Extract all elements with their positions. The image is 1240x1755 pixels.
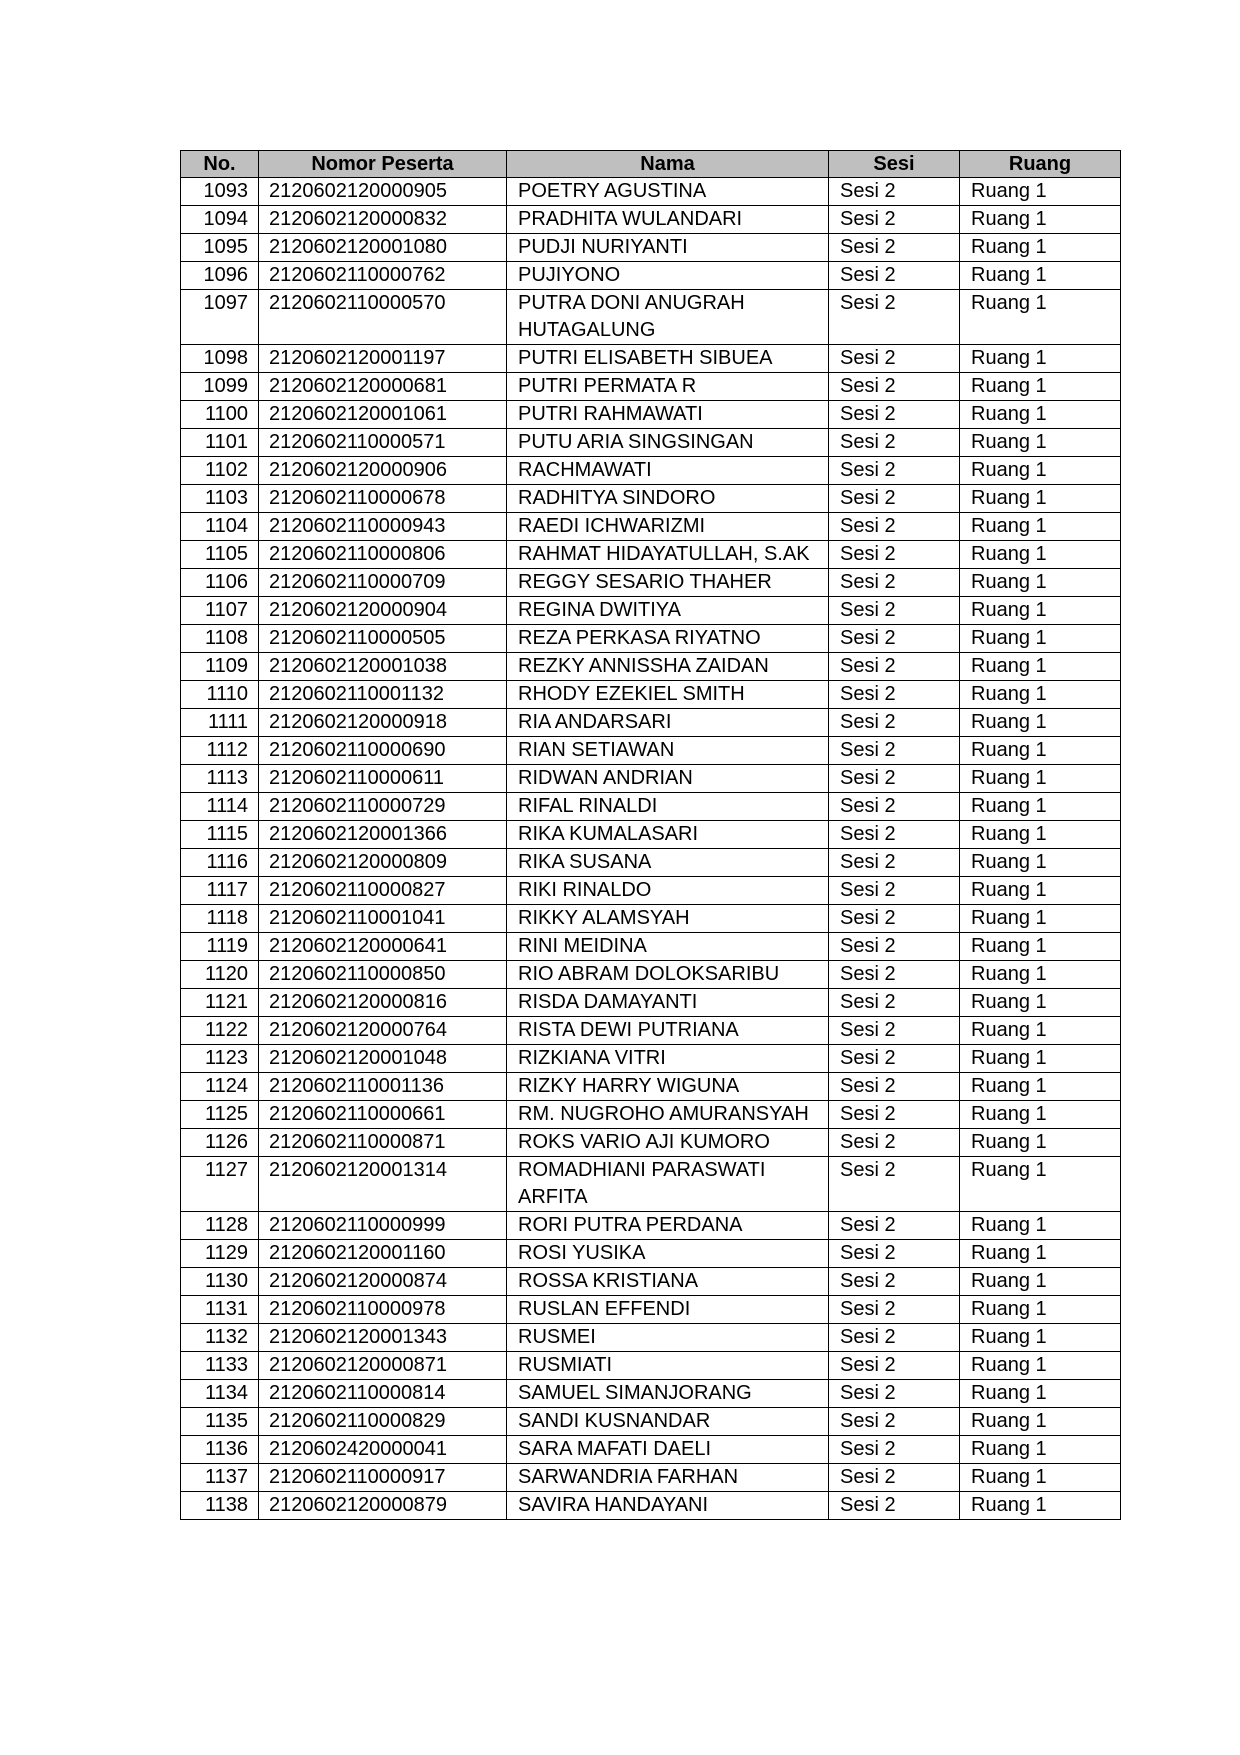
cell-no: 1098 xyxy=(181,345,259,373)
cell-nama: RIAN SETIAWAN xyxy=(507,737,829,765)
cell-nama: ROSI YUSIKA xyxy=(507,1240,829,1268)
cell-sesi: Sesi 2 xyxy=(829,1101,960,1129)
cell-no: 1108 xyxy=(181,625,259,653)
cell-nama: RUSMIATI xyxy=(507,1352,829,1380)
table-row xyxy=(181,681,1121,709)
cell-ruang: Ruang 1 xyxy=(960,905,1121,933)
table-row xyxy=(181,234,1121,262)
cell-sesi: Sesi 2 xyxy=(829,541,960,569)
cell-no: 1138 xyxy=(181,1492,259,1520)
cell-no: 1117 xyxy=(181,877,259,905)
cell-ruang: Ruang 1 xyxy=(960,345,1121,373)
cell-ruang: Ruang 1 xyxy=(960,1017,1121,1045)
cell-sesi: Sesi 2 xyxy=(829,1045,960,1073)
table-row xyxy=(181,597,1121,625)
cell-nomor-peserta: 2120602120001080 xyxy=(259,234,507,262)
table-row xyxy=(181,961,1121,989)
cell-no: 1130 xyxy=(181,1268,259,1296)
cell-nama: RAEDI ICHWARIZMI xyxy=(507,513,829,541)
cell-nama: PUTRI PERMATA R xyxy=(507,373,829,401)
cell-nomor-peserta: 2120602120000874 xyxy=(259,1268,507,1296)
cell-ruang: Ruang 1 xyxy=(960,737,1121,765)
cell-nama: PUDJI NURIYANTI xyxy=(507,234,829,262)
cell-no: 1101 xyxy=(181,429,259,457)
cell-sesi: Sesi 2 xyxy=(829,1436,960,1464)
cell-no: 1120 xyxy=(181,961,259,989)
cell-sesi: Sesi 2 xyxy=(829,569,960,597)
cell-nama: REZA PERKASA RIYATNO xyxy=(507,625,829,653)
cell-ruang: Ruang 1 xyxy=(960,178,1121,206)
cell-sesi: Sesi 2 xyxy=(829,793,960,821)
cell-sesi: Sesi 2 xyxy=(829,1296,960,1324)
cell-nama: RIKA SUSANA xyxy=(507,849,829,877)
table-row xyxy=(181,485,1121,513)
table-row xyxy=(181,1045,1121,1073)
cell-ruang: Ruang 1 xyxy=(960,849,1121,877)
table-row xyxy=(181,709,1121,737)
cell-ruang: Ruang 1 xyxy=(960,989,1121,1017)
cell-nama: PRADHITA WULANDARI xyxy=(507,206,829,234)
cell-ruang: Ruang 1 xyxy=(960,373,1121,401)
cell-sesi: Sesi 2 xyxy=(829,1380,960,1408)
cell-nomor-peserta: 2120602110000829 xyxy=(259,1408,507,1436)
cell-nomor-peserta: 2120602110000850 xyxy=(259,961,507,989)
table-row xyxy=(181,653,1121,681)
cell-nomor-peserta: 2120602120000832 xyxy=(259,206,507,234)
cell-sesi: Sesi 2 xyxy=(829,345,960,373)
table-row xyxy=(181,373,1121,401)
cell-no: 1099 xyxy=(181,373,259,401)
header-sesi: Sesi xyxy=(829,151,960,178)
cell-nomor-peserta: 2120602120000764 xyxy=(259,1017,507,1045)
cell-sesi: Sesi 2 xyxy=(829,178,960,206)
cell-sesi: Sesi 2 xyxy=(829,485,960,513)
cell-sesi: Sesi 2 xyxy=(829,1324,960,1352)
cell-no: 1095 xyxy=(181,234,259,262)
cell-no: 1129 xyxy=(181,1240,259,1268)
table-row xyxy=(181,905,1121,933)
table-row xyxy=(181,513,1121,541)
cell-nomor-peserta: 2120602110000871 xyxy=(259,1129,507,1157)
table-row xyxy=(181,1464,1121,1492)
cell-no: 1126 xyxy=(181,1129,259,1157)
participant-table xyxy=(180,150,1121,1520)
cell-nama: PUTRA DONI ANUGRAH HUTAGALUNG xyxy=(507,290,829,345)
cell-nama: RIZKIANA VITRI xyxy=(507,1045,829,1073)
cell-sesi: Sesi 2 xyxy=(829,765,960,793)
cell-sesi: Sesi 2 xyxy=(829,877,960,905)
table-row xyxy=(181,737,1121,765)
cell-sesi: Sesi 2 xyxy=(829,905,960,933)
cell-no: 1104 xyxy=(181,513,259,541)
table-row xyxy=(181,1157,1121,1212)
table-row xyxy=(181,877,1121,905)
cell-sesi: Sesi 2 xyxy=(829,597,960,625)
cell-no: 1105 xyxy=(181,541,259,569)
cell-ruang: Ruang 1 xyxy=(960,1380,1121,1408)
table-row xyxy=(181,1017,1121,1045)
cell-ruang: Ruang 1 xyxy=(960,765,1121,793)
cell-no: 1135 xyxy=(181,1408,259,1436)
cell-no: 1132 xyxy=(181,1324,259,1352)
cell-sesi: Sesi 2 xyxy=(829,1240,960,1268)
cell-nama: RM. NUGROHO AMURANSYAH xyxy=(507,1101,829,1129)
cell-nama: SANDI KUSNANDAR xyxy=(507,1408,829,1436)
cell-ruang: Ruang 1 xyxy=(960,1296,1121,1324)
cell-no: 1127 xyxy=(181,1157,259,1212)
cell-no: 1102 xyxy=(181,457,259,485)
table-header xyxy=(181,151,1121,178)
cell-nomor-peserta: 2120602110000571 xyxy=(259,429,507,457)
cell-sesi: Sesi 2 xyxy=(829,681,960,709)
cell-sesi: Sesi 2 xyxy=(829,401,960,429)
cell-nomor-peserta: 2120602120000918 xyxy=(259,709,507,737)
cell-ruang: Ruang 1 xyxy=(960,262,1121,290)
cell-no: 1118 xyxy=(181,905,259,933)
table-row xyxy=(181,401,1121,429)
table-row xyxy=(181,821,1121,849)
cell-nama: SAMUEL SIMANJORANG xyxy=(507,1380,829,1408)
cell-nomor-peserta: 2120602120001343 xyxy=(259,1324,507,1352)
cell-nomor-peserta: 2120602120000871 xyxy=(259,1352,507,1380)
cell-ruang: Ruang 1 xyxy=(960,1492,1121,1520)
cell-ruang: Ruang 1 xyxy=(960,877,1121,905)
cell-ruang: Ruang 1 xyxy=(960,1268,1121,1296)
cell-no: 1106 xyxy=(181,569,259,597)
table-row xyxy=(181,1296,1121,1324)
table-row xyxy=(181,1380,1121,1408)
cell-nomor-peserta: 2120602420000041 xyxy=(259,1436,507,1464)
cell-sesi: Sesi 2 xyxy=(829,625,960,653)
cell-sesi: Sesi 2 xyxy=(829,1212,960,1240)
cell-sesi: Sesi 2 xyxy=(829,737,960,765)
cell-nomor-peserta: 2120602110001136 xyxy=(259,1073,507,1101)
cell-sesi: Sesi 2 xyxy=(829,709,960,737)
table-row xyxy=(181,262,1121,290)
cell-nomor-peserta: 2120602110001132 xyxy=(259,681,507,709)
header-ruang: Ruang xyxy=(960,151,1121,178)
cell-no: 1116 xyxy=(181,849,259,877)
cell-nama: RINI MEIDINA xyxy=(507,933,829,961)
table-row xyxy=(181,989,1121,1017)
cell-no: 1113 xyxy=(181,765,259,793)
cell-ruang: Ruang 1 xyxy=(960,206,1121,234)
header-nomor-peserta: Nomor Peserta xyxy=(259,151,507,178)
cell-sesi: Sesi 2 xyxy=(829,1073,960,1101)
cell-nama: ROMADHIANI PARASWATI ARFITA xyxy=(507,1157,829,1212)
cell-nama: PUTRI RAHMAWATI xyxy=(507,401,829,429)
cell-nomor-peserta: 2120602120000809 xyxy=(259,849,507,877)
cell-nomor-peserta: 2120602110000943 xyxy=(259,513,507,541)
cell-no: 1122 xyxy=(181,1017,259,1045)
cell-ruang: Ruang 1 xyxy=(960,1436,1121,1464)
cell-nama: REGINA DWITIYA xyxy=(507,597,829,625)
cell-sesi: Sesi 2 xyxy=(829,1129,960,1157)
cell-no: 1096 xyxy=(181,262,259,290)
cell-ruang: Ruang 1 xyxy=(960,1324,1121,1352)
cell-no: 1115 xyxy=(181,821,259,849)
cell-sesi: Sesi 2 xyxy=(829,1352,960,1380)
cell-nomor-peserta: 2120602110000505 xyxy=(259,625,507,653)
cell-ruang: Ruang 1 xyxy=(960,821,1121,849)
cell-no: 1119 xyxy=(181,933,259,961)
cell-nomor-peserta: 2120602110000709 xyxy=(259,569,507,597)
cell-ruang: Ruang 1 xyxy=(960,1101,1121,1129)
cell-nama: RIDWAN ANDRIAN xyxy=(507,765,829,793)
cell-sesi: Sesi 2 xyxy=(829,262,960,290)
cell-ruang: Ruang 1 xyxy=(960,961,1121,989)
cell-nomor-peserta: 2120602120001314 xyxy=(259,1157,507,1212)
table-row xyxy=(181,1324,1121,1352)
cell-nama: PUTRI ELISABETH SIBUEA xyxy=(507,345,829,373)
cell-ruang: Ruang 1 xyxy=(960,1129,1121,1157)
cell-nama: PUTU ARIA SINGSINGAN xyxy=(507,429,829,457)
cell-nama: RAHMAT HIDAYATULLAH, S.AK xyxy=(507,541,829,569)
cell-sesi: Sesi 2 xyxy=(829,1408,960,1436)
header-row xyxy=(181,151,1121,178)
cell-nama: REZKY ANNISSHA ZAIDAN xyxy=(507,653,829,681)
cell-nomor-peserta: 2120602110000729 xyxy=(259,793,507,821)
cell-ruang: Ruang 1 xyxy=(960,1045,1121,1073)
cell-nomor-peserta: 2120602120001048 xyxy=(259,1045,507,1073)
cell-nama: RIFAL RINALDI xyxy=(507,793,829,821)
cell-sesi: Sesi 2 xyxy=(829,457,960,485)
cell-sesi: Sesi 2 xyxy=(829,373,960,401)
cell-no: 1097 xyxy=(181,290,259,345)
cell-no: 1131 xyxy=(181,1296,259,1324)
cell-nomor-peserta: 2120602110000762 xyxy=(259,262,507,290)
cell-no: 1109 xyxy=(181,653,259,681)
cell-no: 1133 xyxy=(181,1352,259,1380)
cell-sesi: Sesi 2 xyxy=(829,961,960,989)
cell-nama: RUSLAN EFFENDI xyxy=(507,1296,829,1324)
cell-nomor-peserta: 2120602120000905 xyxy=(259,178,507,206)
cell-nama: SARWANDRIA FARHAN xyxy=(507,1464,829,1492)
table-row xyxy=(181,793,1121,821)
cell-nama: PUJIYONO xyxy=(507,262,829,290)
cell-nama: RACHMAWATI xyxy=(507,457,829,485)
cell-nomor-peserta: 2120602120001061 xyxy=(259,401,507,429)
cell-nama: ROSSA KRISTIANA xyxy=(507,1268,829,1296)
cell-no: 1103 xyxy=(181,485,259,513)
cell-sesi: Sesi 2 xyxy=(829,821,960,849)
cell-no: 1114 xyxy=(181,793,259,821)
cell-no: 1128 xyxy=(181,1212,259,1240)
cell-nomor-peserta: 2120602110000611 xyxy=(259,765,507,793)
cell-no: 1110 xyxy=(181,681,259,709)
cell-sesi: Sesi 2 xyxy=(829,206,960,234)
cell-sesi: Sesi 2 xyxy=(829,1017,960,1045)
cell-no: 1121 xyxy=(181,989,259,1017)
table-row xyxy=(181,345,1121,373)
cell-nomor-peserta: 2120602110000678 xyxy=(259,485,507,513)
cell-sesi: Sesi 2 xyxy=(829,1492,960,1520)
header-nama: Nama xyxy=(507,151,829,178)
cell-no: 1136 xyxy=(181,1436,259,1464)
cell-nomor-peserta: 2120602120000904 xyxy=(259,597,507,625)
cell-ruang: Ruang 1 xyxy=(960,401,1121,429)
cell-nama: RIZKY HARRY WIGUNA xyxy=(507,1073,829,1101)
cell-sesi: Sesi 2 xyxy=(829,1157,960,1212)
cell-nama: RIKI RINALDO xyxy=(507,877,829,905)
cell-nomor-peserta: 2120602110000978 xyxy=(259,1296,507,1324)
cell-no: 1107 xyxy=(181,597,259,625)
table-row xyxy=(181,457,1121,485)
cell-nama: RHODY EZEKIEL SMITH xyxy=(507,681,829,709)
cell-no: 1125 xyxy=(181,1101,259,1129)
cell-no: 1093 xyxy=(181,178,259,206)
cell-no: 1134 xyxy=(181,1380,259,1408)
cell-nomor-peserta: 2120602120000879 xyxy=(259,1492,507,1520)
cell-nama: POETRY AGUSTINA xyxy=(507,178,829,206)
cell-no: 1123 xyxy=(181,1045,259,1073)
cell-ruang: Ruang 1 xyxy=(960,485,1121,513)
cell-nama: SAVIRA HANDAYANI xyxy=(507,1492,829,1520)
cell-ruang: Ruang 1 xyxy=(960,625,1121,653)
cell-no: 1112 xyxy=(181,737,259,765)
cell-nomor-peserta: 2120602110001041 xyxy=(259,905,507,933)
cell-nama: RIKKY ALAMSYAH xyxy=(507,905,829,933)
cell-nomor-peserta: 2120602120000641 xyxy=(259,933,507,961)
cell-nomor-peserta: 2120602110000917 xyxy=(259,1464,507,1492)
cell-nomor-peserta: 2120602120000906 xyxy=(259,457,507,485)
cell-nomor-peserta: 2120602110000999 xyxy=(259,1212,507,1240)
cell-sesi: Sesi 2 xyxy=(829,429,960,457)
table-row xyxy=(181,1492,1121,1520)
cell-nomor-peserta: 2120602120001160 xyxy=(259,1240,507,1268)
cell-nomor-peserta: 2120602120000681 xyxy=(259,373,507,401)
cell-nama: RUSMEI xyxy=(507,1324,829,1352)
cell-ruang: Ruang 1 xyxy=(960,1073,1121,1101)
table-row xyxy=(181,1268,1121,1296)
cell-no: 1137 xyxy=(181,1464,259,1492)
cell-sesi: Sesi 2 xyxy=(829,849,960,877)
cell-ruang: Ruang 1 xyxy=(960,933,1121,961)
cell-nama: RIO ABRAM DOLOKSARIBU xyxy=(507,961,829,989)
table-row xyxy=(181,625,1121,653)
cell-ruang: Ruang 1 xyxy=(960,1352,1121,1380)
cell-nama: REGGY SESARIO THAHER xyxy=(507,569,829,597)
cell-ruang: Ruang 1 xyxy=(960,709,1121,737)
cell-nama: SARA MAFATI DAELI xyxy=(507,1436,829,1464)
cell-nomor-peserta: 2120602110000570 xyxy=(259,290,507,345)
cell-nama: RADHITYA SINDORO xyxy=(507,485,829,513)
cell-no: 1094 xyxy=(181,206,259,234)
cell-ruang: Ruang 1 xyxy=(960,681,1121,709)
table-row xyxy=(181,206,1121,234)
cell-ruang: Ruang 1 xyxy=(960,793,1121,821)
table-row xyxy=(181,1212,1121,1240)
table-row xyxy=(181,765,1121,793)
cell-ruang: Ruang 1 xyxy=(960,457,1121,485)
table-row xyxy=(181,1408,1121,1436)
table-row xyxy=(181,1240,1121,1268)
cell-ruang: Ruang 1 xyxy=(960,569,1121,597)
table-row xyxy=(181,1436,1121,1464)
cell-sesi: Sesi 2 xyxy=(829,933,960,961)
cell-nomor-peserta: 2120602110000661 xyxy=(259,1101,507,1129)
cell-sesi: Sesi 2 xyxy=(829,290,960,345)
table-row xyxy=(181,1352,1121,1380)
cell-sesi: Sesi 2 xyxy=(829,989,960,1017)
cell-nomor-peserta: 2120602120000816 xyxy=(259,989,507,1017)
cell-sesi: Sesi 2 xyxy=(829,513,960,541)
cell-ruang: Ruang 1 xyxy=(960,1464,1121,1492)
table-row xyxy=(181,849,1121,877)
cell-ruang: Ruang 1 xyxy=(960,1212,1121,1240)
cell-nomor-peserta: 2120602120001197 xyxy=(259,345,507,373)
table-row xyxy=(181,1101,1121,1129)
cell-ruang: Ruang 1 xyxy=(960,541,1121,569)
cell-no: 1111 xyxy=(181,709,259,737)
header-no: No. xyxy=(181,151,259,178)
cell-sesi: Sesi 2 xyxy=(829,1464,960,1492)
cell-ruang: Ruang 1 xyxy=(960,234,1121,262)
cell-ruang: Ruang 1 xyxy=(960,290,1121,345)
cell-ruang: Ruang 1 xyxy=(960,513,1121,541)
table-row xyxy=(181,569,1121,597)
cell-nama: ROKS VARIO AJI KUMORO xyxy=(507,1129,829,1157)
cell-ruang: Ruang 1 xyxy=(960,597,1121,625)
cell-ruang: Ruang 1 xyxy=(960,653,1121,681)
cell-ruang: Ruang 1 xyxy=(960,1240,1121,1268)
cell-nama: RISTA DEWI PUTRIANA xyxy=(507,1017,829,1045)
table-row xyxy=(181,429,1121,457)
cell-no: 1100 xyxy=(181,401,259,429)
cell-nama: RISDA DAMAYANTI xyxy=(507,989,829,1017)
table-body xyxy=(181,178,1121,1520)
table-row xyxy=(181,178,1121,206)
cell-nama: RORI PUTRA PERDANA xyxy=(507,1212,829,1240)
cell-nomor-peserta: 2120602110000814 xyxy=(259,1380,507,1408)
cell-sesi: Sesi 2 xyxy=(829,1268,960,1296)
table-row xyxy=(181,290,1121,345)
cell-sesi: Sesi 2 xyxy=(829,653,960,681)
cell-nomor-peserta: 2120602120001038 xyxy=(259,653,507,681)
cell-nama: RIA ANDARSARI xyxy=(507,709,829,737)
cell-sesi: Sesi 2 xyxy=(829,234,960,262)
cell-nomor-peserta: 2120602110000690 xyxy=(259,737,507,765)
table-row xyxy=(181,1129,1121,1157)
table-row xyxy=(181,933,1121,961)
cell-nomor-peserta: 2120602110000827 xyxy=(259,877,507,905)
cell-ruang: Ruang 1 xyxy=(960,429,1121,457)
cell-ruang: Ruang 1 xyxy=(960,1408,1121,1436)
cell-nomor-peserta: 2120602110000806 xyxy=(259,541,507,569)
cell-no: 1124 xyxy=(181,1073,259,1101)
cell-nomor-peserta: 2120602120001366 xyxy=(259,821,507,849)
cell-nama: RIKA KUMALASARI xyxy=(507,821,829,849)
table-row xyxy=(181,1073,1121,1101)
table-row xyxy=(181,541,1121,569)
cell-ruang: Ruang 1 xyxy=(960,1157,1121,1212)
